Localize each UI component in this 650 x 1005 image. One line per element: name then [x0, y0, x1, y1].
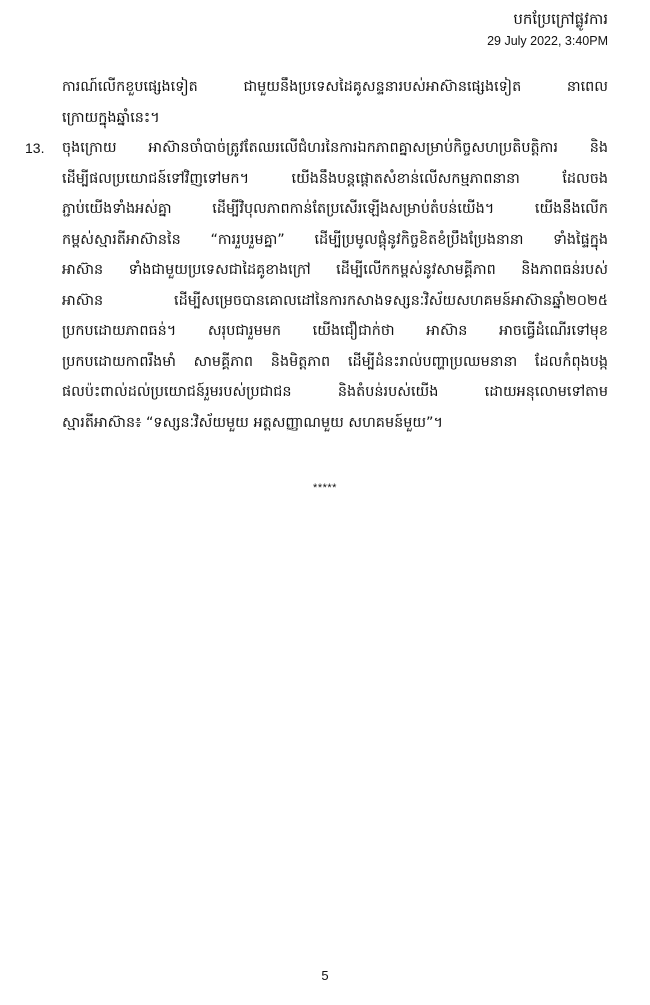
section-separator: ***** — [313, 482, 337, 494]
paragraph-line: កម្ពស់ស្មារតីអាស៊ាននៃ “ការរួបរួមគ្នា” ដើម្បីប្រមូលផ្តុំនូវកិច្ចខិតខំប្រឹងប្រែងនានា ទាំងផ្ទៃក្នុង — [62, 231, 608, 248]
intro-line: ការណ៍លើកខួបផ្សេងទៀត ជាមួយនឹងប្រទេសដៃគូសន្ទនារបស់អាស៊ានផ្សេងទៀត នាពេល — [62, 79, 608, 95]
paragraph-line: ប្រកបដោយកាពរឹងមាំ សាមគ្គីភាព និងមិត្តភាព ដើម្បីដំនះរាល់បញ្ហាប្រឈមនានា ដែលកំពុងបង្ក — [62, 353, 608, 370]
paragraph-13 — [25, 133, 608, 438]
paragraph-line: ចុងក្រោយ អាស៊ានចាំបាច់ត្រូវតែឈរលើជំហរនៃការឯកភាពគ្នាសម្រាប់កិច្ចសហប្រតិបត្តិការ និង — [62, 140, 608, 156]
page-header — [487, 8, 608, 52]
paragraph-line: អាស៊ាន ទាំងជាមួយប្រទេសជាដៃគូខាងក្រៅ ដើម្បីលើកកម្ពស់នូវសាមគ្គីភាព និងភាពធន់របស់ — [62, 262, 608, 278]
paragraph-line: ប្រកបដោយភាពធន់។ សរុបជារួមមក យើងជឿជាក់ថា អាស៊ាន អាចធ្វើដំណើរទៅមុខ — [62, 323, 608, 339]
paragraph-line: ផលប៉ះពាល់ដល់ប្រយោជន៍រួមរបស់ប្រជាជន និងតំបន់របស់យើង ដោយអនុលោមទៅតាម — [62, 384, 608, 400]
document-body — [25, 72, 608, 438]
paragraph-number: 13. — [25, 140, 45, 156]
paragraph-line: ភ្ជាប់យើងទាំងអស់គ្នា ដើម្បីវិបុលភាពកាន់តែប្រសើរឡើងសម្រាប់តំបន់យើង។ យើងនឹងលើក — [62, 201, 608, 217]
unofficial-translation-label: បកប្រែក្រៅផ្លូវការ — [513, 10, 608, 28]
paragraph-line: ស្មារតីអាស៊ាន៖ “ទស្សនៈវិស័យមួយ អត្តសញ្ញាណមួយ សហគមន៍មួយ”។ — [62, 414, 443, 431]
paragraph-line: ដើម្បីផលប្រយោជន៍ទៅវិញទៅមក។ យើងនឹងបន្តផ្តោតសំខាន់លើសកម្មភាពនានា ដែលចង — [62, 170, 608, 187]
page-number: 5 — [321, 968, 329, 983]
paragraph-line: អាស៊ាន ដើម្បីសម្រេចបានគោលដៅនៃការកសាងទស្សនៈវិស័យសហគមន៍អាស៊ានឆ្នាំ២០២៥ — [62, 292, 608, 309]
header-date: 29 July 2022, 3:40PM — [487, 34, 608, 48]
intro-line: ក្រោយក្នុងឆ្នាំនេះ។ — [62, 109, 160, 126]
